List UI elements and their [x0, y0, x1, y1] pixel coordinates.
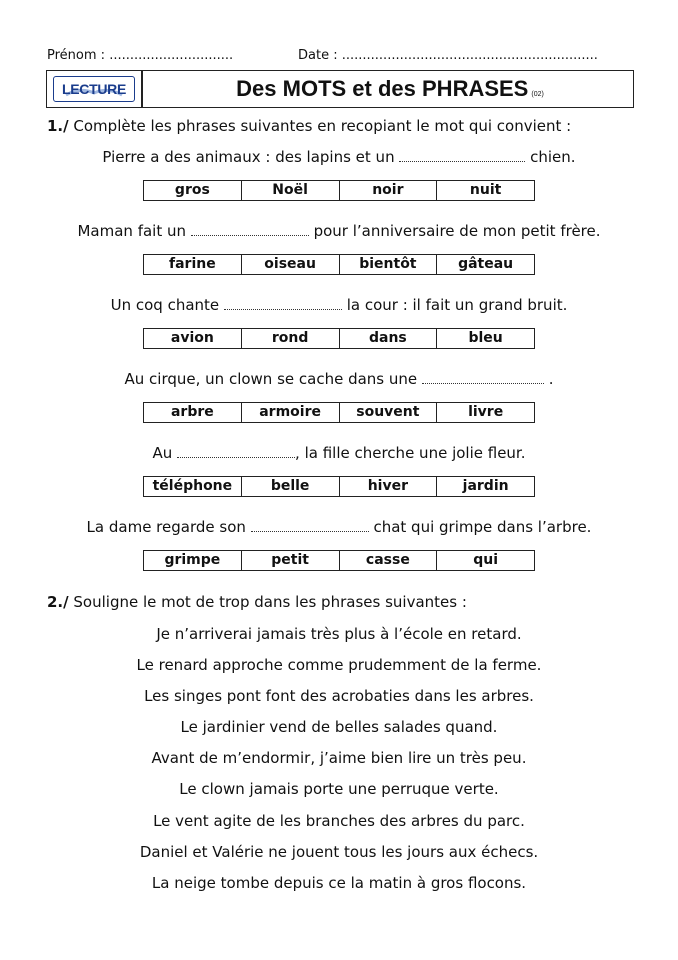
title-divider — [141, 71, 143, 107]
word-choice[interactable]: qui — [436, 551, 534, 570]
exercise1-sentence-6 — [0, 518, 678, 536]
word-choice[interactable]: farine — [169, 256, 216, 272]
lecture-logo — [53, 76, 135, 102]
word-choice[interactable]: téléphone — [152, 478, 233, 494]
word-choices-1 — [143, 180, 535, 201]
answer-blank[interactable] — [224, 298, 342, 310]
title-box — [46, 70, 634, 108]
sentence-text: pour l’anniversaire de mon petit frère. — [313, 222, 601, 240]
word-choice[interactable]: gros — [174, 182, 210, 198]
sentence-text: Un coq chante — [110, 296, 220, 314]
word-choice[interactable]: gâteau — [436, 255, 534, 274]
exercise1-instruction — [47, 117, 571, 135]
word-choice[interactable]: bientôt — [339, 255, 437, 274]
exercise1-sentence-1 — [0, 148, 678, 166]
word-choice[interactable]: arbre — [170, 404, 214, 420]
exercise2-sentence[interactable]: Daniel et Valérie ne jouent tous les jours aux échecs. — [139, 843, 539, 861]
answer-blank[interactable] — [191, 224, 309, 236]
prenom-line[interactable] — [47, 48, 233, 63]
sentence-text: Au — [152, 444, 173, 462]
answer-blank[interactable] — [177, 446, 295, 458]
exercise2-sentence[interactable]: Le vent agite de les branches des arbres du parc. — [153, 812, 525, 830]
exercise1-sentence-3 — [0, 296, 678, 314]
date-dots: .............................................................. — [341, 48, 598, 63]
word-choice[interactable]: belle — [241, 477, 339, 496]
sentence-text: chien. — [530, 148, 576, 166]
word-choices-2 — [143, 254, 535, 275]
word-choice[interactable]: hiver — [339, 477, 437, 496]
exercise2-sentence[interactable]: Avant de m’endormir, j’aime bien lire un très peu. — [151, 749, 527, 767]
exercise2-sentence[interactable]: La neige tombe depuis ce la matin à gros flocons. — [151, 874, 527, 892]
word-choices-6 — [143, 550, 535, 571]
exercise2-sentence[interactable]: Le renard approche comme prudemment de la ferme. — [136, 656, 542, 674]
word-choice[interactable]: rond — [241, 329, 339, 348]
sentence-text: Maman fait un — [77, 222, 186, 240]
exercise2-number: 2./ — [47, 593, 69, 611]
prenom-dots: .............................. — [109, 48, 234, 63]
exercise2-sentence[interactable]: Je n’arriverai jamais très plus à l’école en retard. — [156, 625, 522, 643]
exercise1-number: 1./ — [47, 117, 69, 135]
word-choice[interactable]: dans — [339, 329, 437, 348]
word-choice[interactable]: livre — [436, 403, 534, 422]
sentence-text: Au cirque, un clown se cache dans une — [124, 370, 418, 388]
word-choice[interactable]: jardin — [436, 477, 534, 496]
exercise1-sentence-4 — [0, 370, 678, 388]
date-label: Date : — [298, 48, 338, 63]
answer-blank[interactable] — [251, 520, 369, 532]
word-choices-3 — [143, 328, 535, 349]
exercise2-text: Souligne le mot de trop dans les phrases suivantes : — [73, 593, 467, 611]
prenom-label: Prénom : — [47, 48, 106, 63]
sentence-text: chat qui grimpe dans l’arbre. — [373, 518, 592, 536]
exercise2-instruction — [47, 593, 467, 611]
exercise2-sentence[interactable]: Le clown jamais porte une perruque verte. — [179, 780, 499, 798]
sentence-text: la cour : il fait un grand bruit. — [346, 296, 568, 314]
word-choice[interactable]: grimpe — [164, 552, 221, 568]
page-title-number: (02) — [531, 91, 544, 98]
word-choice[interactable]: souvent — [339, 403, 437, 422]
exercise1-sentence-5 — [0, 444, 678, 462]
word-choice[interactable]: oiseau — [241, 255, 339, 274]
word-choice[interactable]: bleu — [436, 329, 534, 348]
word-choice[interactable]: avion — [170, 330, 214, 346]
sentence-text: . — [548, 370, 554, 388]
word-choice[interactable]: Noël — [241, 181, 339, 200]
page-title — [147, 76, 633, 102]
exercise1-text: Complète les phrases suivantes en recopiant le mot qui convient : — [73, 117, 572, 135]
word-choice[interactable]: petit — [241, 551, 339, 570]
date-line[interactable] — [298, 48, 598, 63]
word-choice[interactable]: noir — [339, 181, 437, 200]
answer-blank[interactable] — [422, 372, 544, 384]
logo-text: LECTURE — [61, 81, 126, 97]
sentence-text: La dame regarde son — [86, 518, 246, 536]
word-choices-5 — [143, 476, 535, 497]
exercise2-sentence[interactable]: Le jardinier vend de belles salades quand. — [180, 718, 498, 736]
word-choices-4 — [143, 402, 535, 423]
page-title-text: Des MOTS et des PHRASES — [236, 76, 529, 101]
exercise2-sentence[interactable]: Les singes pont font des acrobaties dans les arbres. — [144, 687, 534, 705]
sentence-text: , la fille cherche une jolie fleur. — [295, 444, 526, 462]
answer-blank[interactable] — [399, 150, 525, 162]
word-choice[interactable]: armoire — [241, 403, 339, 422]
word-choice[interactable]: casse — [339, 551, 437, 570]
word-choice[interactable]: nuit — [436, 181, 534, 200]
sentence-text: Pierre a des animaux : des lapins et un — [102, 148, 395, 166]
exercise1-sentence-2 — [0, 222, 678, 240]
